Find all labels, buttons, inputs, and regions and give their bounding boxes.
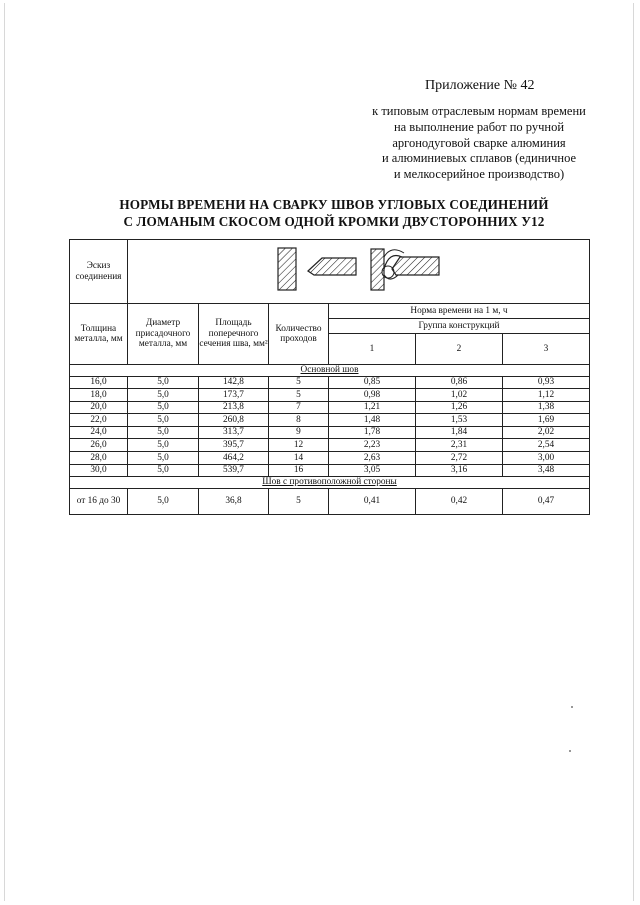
cell-diameter: 5,0 — [128, 414, 199, 427]
appendix-line: на выполнение работ по ручной — [393, 119, 565, 134]
cell-area: 395,7 — [199, 439, 269, 452]
cell-passes: 5 — [269, 488, 329, 514]
cell-thickness: 22,0 — [70, 414, 128, 427]
col-header-group-1: 1 — [329, 334, 416, 365]
cell-norm-group-3: 1,69 — [503, 414, 590, 427]
sketch-label: Эскиз соединения — [70, 240, 128, 304]
col-header-group-3: 3 — [503, 334, 590, 365]
cell-norm-group-1: 0,85 — [329, 376, 416, 389]
cell-area: 464,2 — [199, 452, 269, 465]
appendix-line: к типовым отраслевым нормам времени — [372, 104, 586, 118]
cell-norm-group-2: 1,53 — [416, 414, 503, 427]
appendix-line: и мелкосерийное производство) — [393, 167, 565, 182]
table-row — [70, 439, 590, 452]
cell-thickness: 24,0 — [70, 426, 128, 439]
col-header-passes: Количество проходов — [269, 304, 329, 365]
cell-norm-group-1: 0,98 — [329, 389, 416, 402]
cell-norm-group-3: 3,48 — [503, 464, 590, 477]
table-row — [70, 376, 590, 389]
cell-norm-group-2: 1,84 — [416, 426, 503, 439]
cell-diameter: 5,0 — [128, 464, 199, 477]
section-reverse-weld — [70, 477, 590, 489]
cell-diameter: 5,0 — [128, 401, 199, 414]
cell-passes: 16 — [269, 464, 329, 477]
cell-norm-group-1: 1,48 — [329, 414, 416, 427]
cell-area: 142,8 — [199, 376, 269, 389]
cell-area: 260,8 — [199, 414, 269, 427]
cell-norm-group-3: 3,00 — [503, 452, 590, 465]
cell-norm-group-1: 1,78 — [329, 426, 416, 439]
document-title — [60, 196, 608, 230]
title-line-2: С ЛОМАНЫМ СКОСОМ ОДНОЙ КРОМКИ ДВУСТОРОННИХ У12 — [123, 214, 545, 229]
col-header-group-2: 2 — [416, 334, 503, 365]
appendix-number: Приложение № 42 — [425, 78, 535, 93]
cell-passes: 5 — [269, 389, 329, 402]
cell-thickness: 18,0 — [70, 389, 128, 402]
cell-norm-group-3: 0,47 — [503, 488, 590, 514]
cell-area: 313,7 — [199, 426, 269, 439]
cell-passes: 8 — [269, 414, 329, 427]
col-header-thickness: Толщина металла, мм — [70, 304, 128, 365]
section-main-weld — [70, 365, 590, 377]
cell-thickness: 30,0 — [70, 464, 128, 477]
table-row — [70, 426, 590, 439]
cell-thickness: 28,0 — [70, 452, 128, 465]
cell-norm-group-3: 2,54 — [503, 439, 590, 452]
cell-passes: 7 — [269, 401, 329, 414]
col-header-group: Группа конструкций — [329, 319, 590, 334]
cell-passes: 5 — [269, 376, 329, 389]
cell-diameter: 5,0 — [128, 488, 199, 514]
cell-passes: 9 — [269, 426, 329, 439]
cell-passes: 12 — [269, 439, 329, 452]
table-row — [70, 452, 590, 465]
cell-norm-group-2: 1,26 — [416, 401, 503, 414]
cell-area: 213,8 — [199, 401, 269, 414]
cell-diameter: 5,0 — [128, 389, 199, 402]
cell-norm-group-3: 0,93 — [503, 376, 590, 389]
cell-norm-group-2: 2,72 — [416, 452, 503, 465]
col-header-diameter: Диаметр присадочного металла, мм — [128, 304, 199, 365]
col-header-area: Площадь поперечного сечения шва, мм² — [199, 304, 269, 365]
cell-norm-group-3: 1,38 — [503, 401, 590, 414]
table-row — [70, 464, 590, 477]
norms-table — [69, 239, 590, 515]
cell-diameter: 5,0 — [128, 426, 199, 439]
cell-norm-group-1: 1,21 — [329, 401, 416, 414]
appendix-line: аргонодуговой сварке алюминия — [392, 135, 566, 150]
title-line-1: НОРМЫ ВРЕМЕНИ НА СВАРКУ ШВОВ УГЛОВЫХ СОЕДИНЕНИЙ — [119, 197, 549, 212]
cell-norm-group-2: 2,31 — [416, 439, 503, 452]
corner-joint-sketch-image — [274, 245, 444, 295]
cell-diameter: 5,0 — [128, 376, 199, 389]
appendix-line: и алюминиевых сплавов (единичное — [381, 151, 577, 166]
cell-norm-group-1: 3,05 — [329, 464, 416, 477]
cell-norm-group-3: 1,12 — [503, 389, 590, 402]
cell-norm-group-1: 0,41 — [329, 488, 416, 514]
cell-thickness: 20,0 — [70, 401, 128, 414]
cell-norm-group-3: 2,02 — [503, 426, 590, 439]
scan-speck — [571, 706, 573, 708]
table-row — [70, 414, 590, 427]
cell-thickness: 26,0 — [70, 439, 128, 452]
cell-norm-group-2: 3,16 — [416, 464, 503, 477]
cell-norm-group-1: 2,23 — [329, 439, 416, 452]
cell-diameter: 5,0 — [128, 452, 199, 465]
table-row — [70, 389, 590, 402]
table-row — [70, 401, 590, 414]
joint-sketch — [128, 240, 590, 304]
col-header-norm: Норма времени на 1 м, ч — [329, 304, 590, 319]
section-main-weld-label: Основной шов — [300, 365, 359, 375]
cell-area: 173,7 — [199, 389, 269, 402]
scan-speck — [569, 750, 571, 752]
cell-area: 539,7 — [199, 464, 269, 477]
cell-area: 36,8 — [199, 488, 269, 514]
section-reverse-weld-label: Шов с противоположной стороны — [262, 477, 397, 488]
cell-norm-group-2: 1,02 — [416, 389, 503, 402]
cell-norm-group-2: 0,86 — [416, 376, 503, 389]
cell-thickness: от 16 до 30 — [70, 488, 128, 514]
cell-passes: 14 — [269, 452, 329, 465]
cell-norm-group-2: 0,42 — [416, 488, 503, 514]
cell-norm-group-1: 2,63 — [329, 452, 416, 465]
cell-diameter: 5,0 — [128, 439, 199, 452]
cell-thickness: 16,0 — [70, 376, 128, 389]
appendix-description — [348, 104, 610, 183]
